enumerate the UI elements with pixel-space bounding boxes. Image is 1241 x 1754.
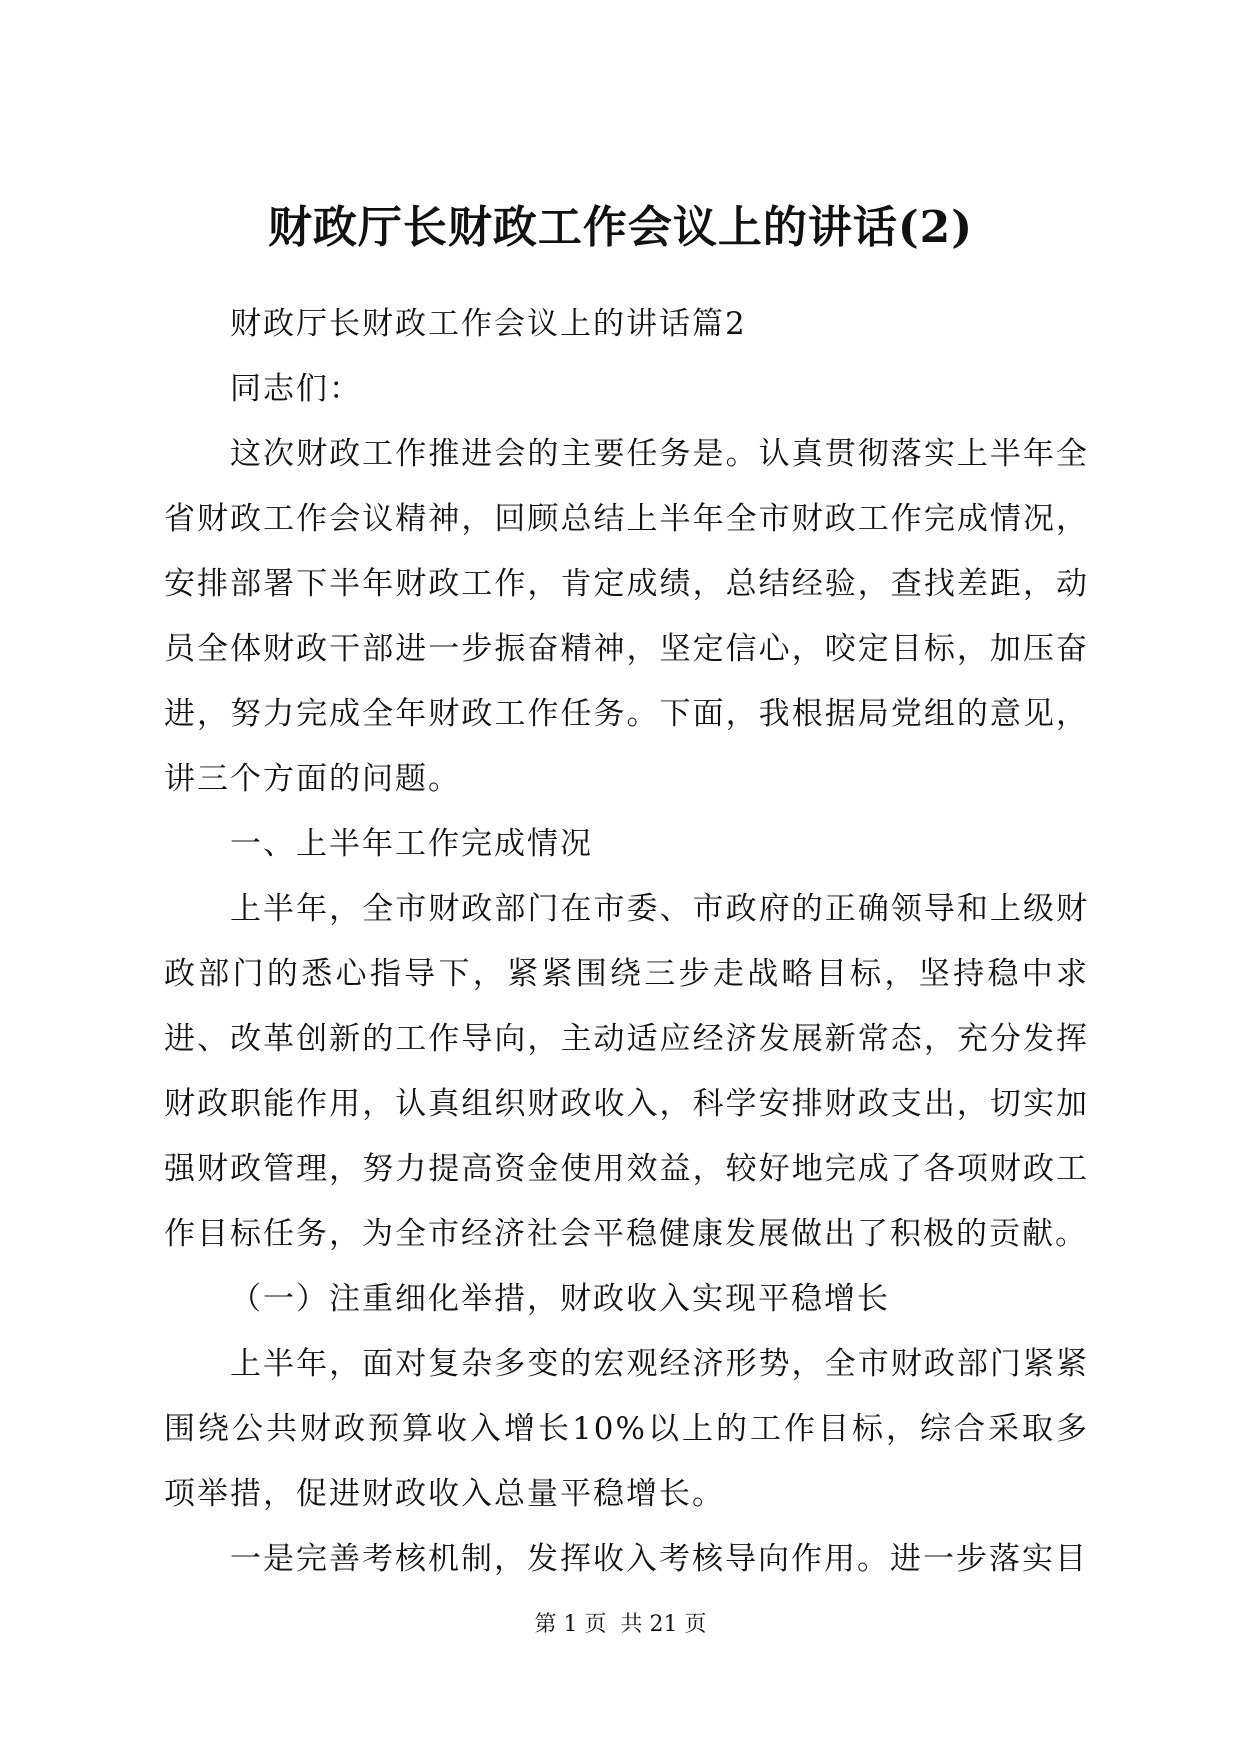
paragraph-revenue: 上半年，面对复杂多变的宏观经济形势，全市财政部门紧紧围绕公共财政预算收入增长10%以上的工作目标，综合采取多项举措，促进财政收入总量平稳增长。 xyxy=(164,1346,1089,1512)
page-number: 第 1 页 共 21 页 xyxy=(534,1612,707,1637)
page-footer xyxy=(0,1610,1241,1640)
paragraph-summary: 上半年，全市财政部门在市委、市政府的正确领导和上级财政部门的悉心指导下，紧紧围绕三步走战略目标，坚持稳中求进、改革创新的工作导向，主动适应经济发展新常态，充分发挥财政职能作用，认真组织财政收入，科学安排财政支出，切实加强财政管理，努力提高资金使用效益，较好地完成了各项财政工作目标任务，为全市经济社会平稳健康发展做出了积极的贡献。 xyxy=(164,891,1089,1252)
subsection-heading-1: （一）注重细化举措，财政收入实现平稳增长 xyxy=(230,1281,890,1317)
paragraph-intro: 这次财政工作推进会的主要任务是。认真贯彻落实上半年全省财政工作会议精神，回顾总结上半年全市财政工作完成情况，安排部署下半年财政工作，肯定成绩，总结经验，查找差距，动员全体财政干部进一步振奋精神，坚定信心，咬定目标，加压奋进，努力完成全年财政工作任务。下面，我根据局党组的意见，讲三个方面的问题。 xyxy=(164,436,1089,797)
paragraph-subtitle: 财政厅长财政工作会议上的讲话篇2 xyxy=(230,306,747,342)
paragraph-point-1: 一是完善考核机制，发挥收入考核导向作用。进一步落实目 xyxy=(230,1541,1088,1577)
paragraph-salutation: 同志们： xyxy=(230,371,362,407)
document-body xyxy=(164,292,1089,1592)
document-title: 财政厅长财政工作会议上的讲话(2) xyxy=(267,202,974,253)
section-heading-1: 一、上半年工作完成情况 xyxy=(230,826,593,862)
